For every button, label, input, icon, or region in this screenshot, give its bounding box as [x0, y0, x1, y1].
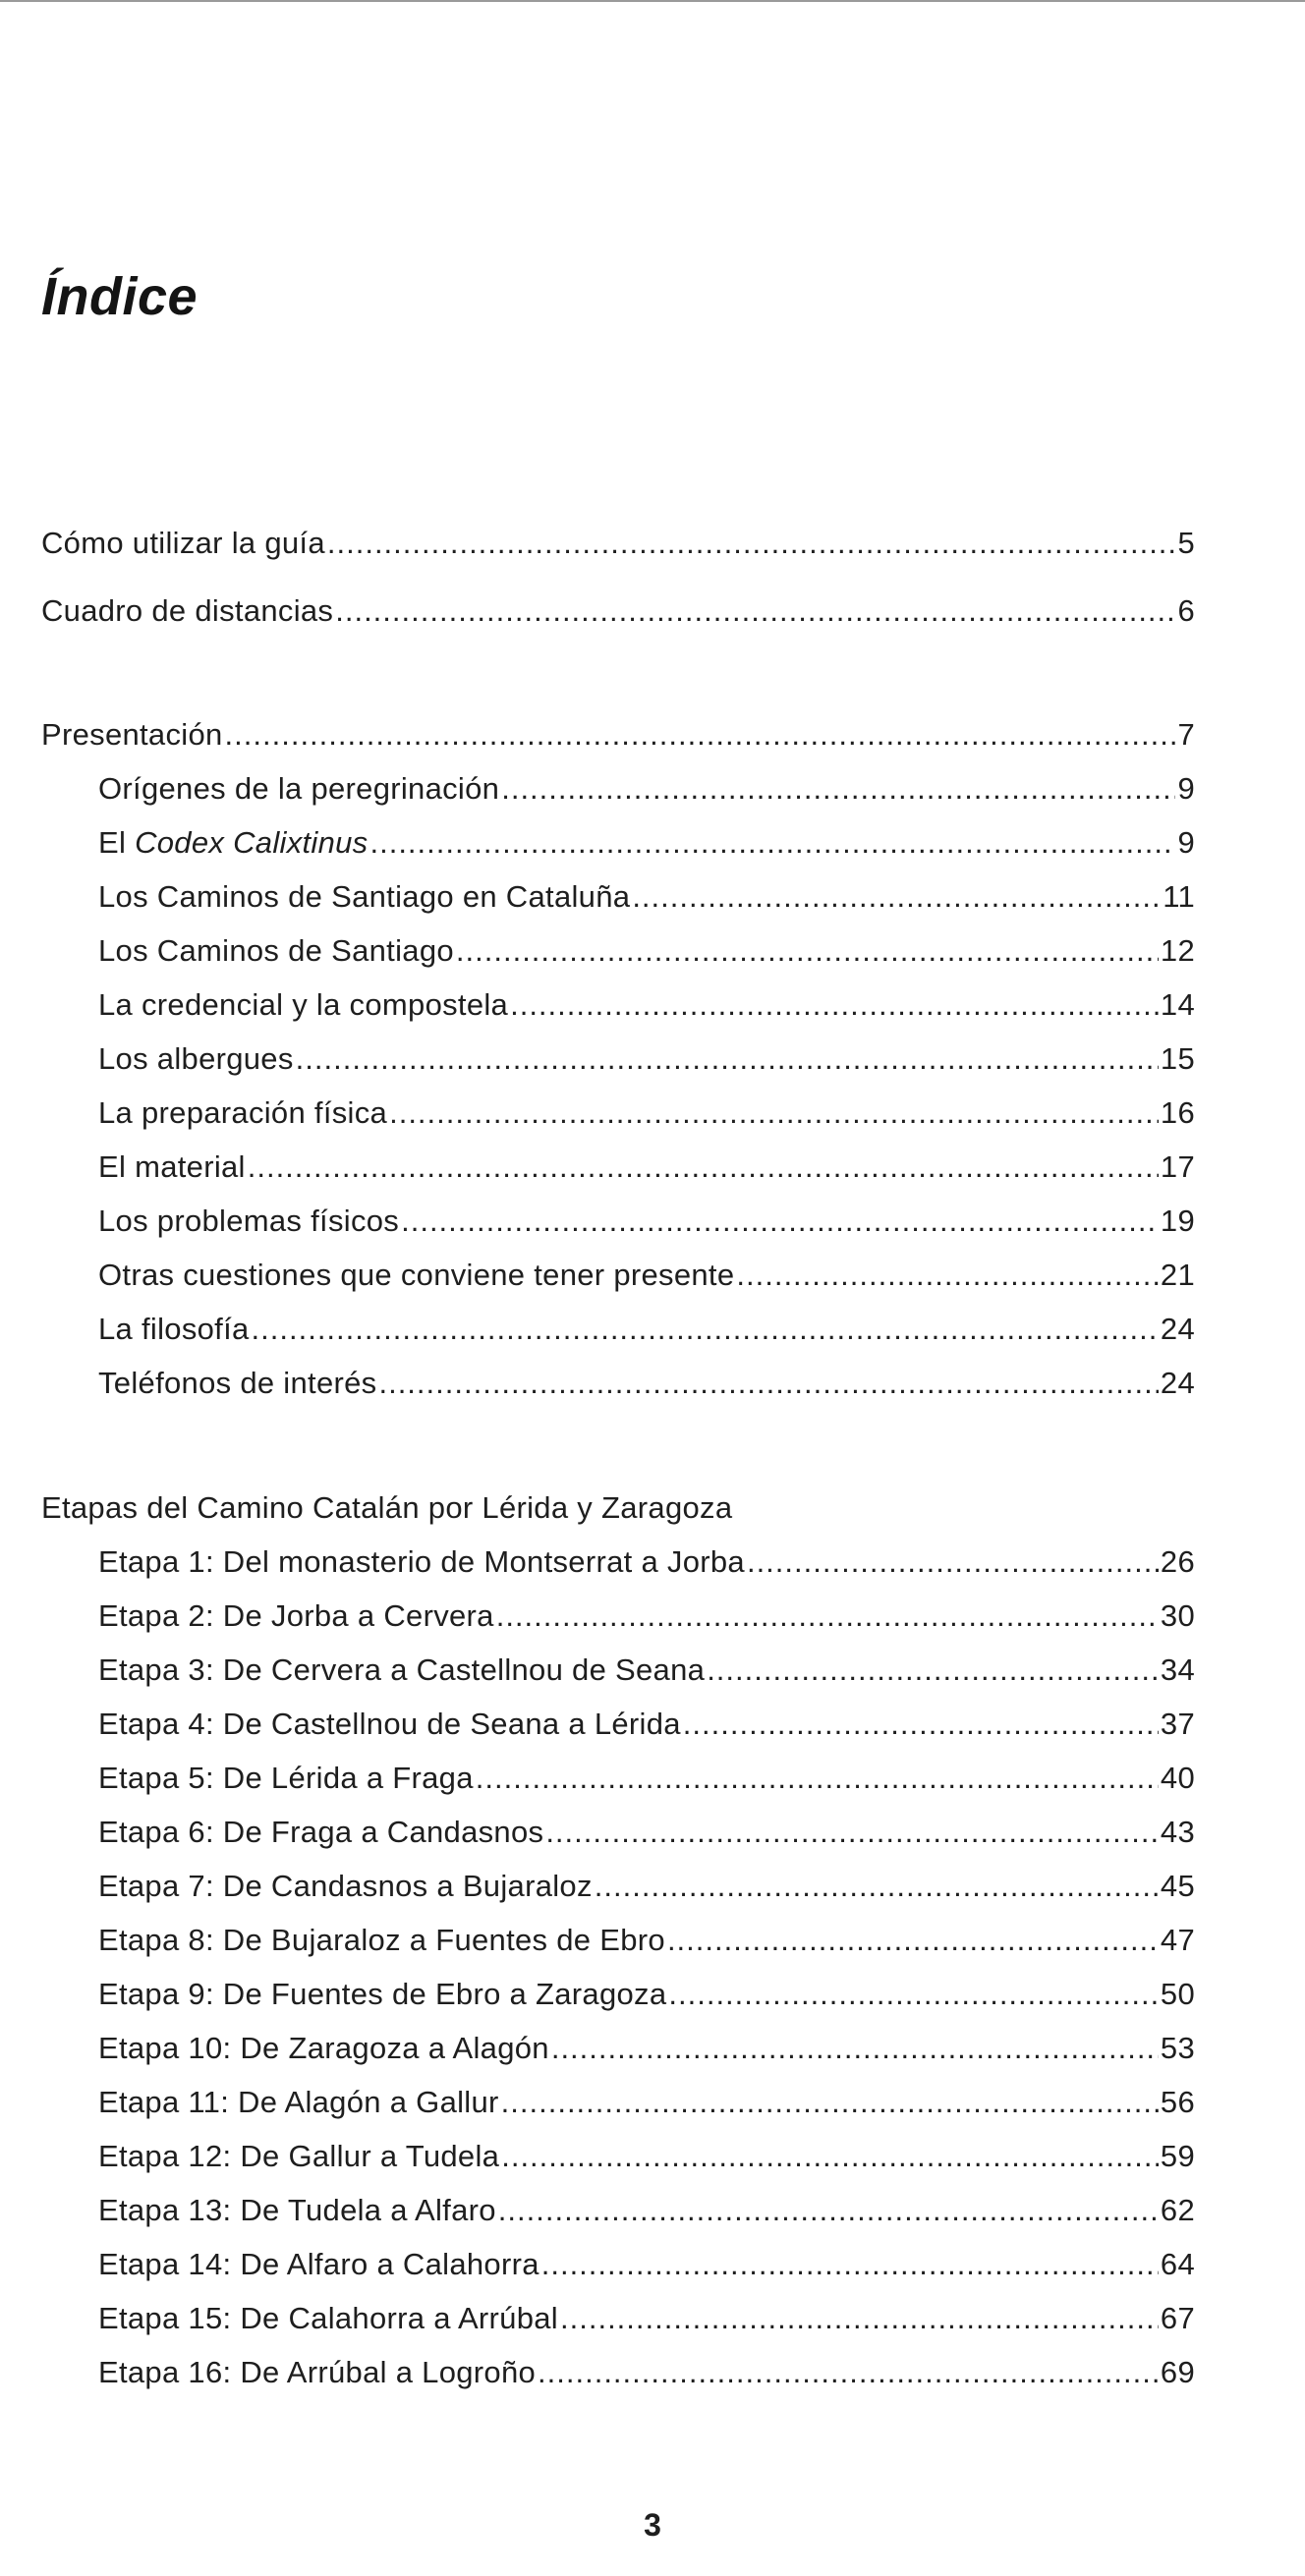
toc-entry-label: Etapa 5: De Lérida a Fraga [98, 1761, 474, 1795]
dot-leader [668, 1970, 1159, 2019]
toc-entry-label: Etapa 1: Del monasterio de Montserrat a Jorba [98, 1544, 745, 1579]
dot-leader [541, 2240, 1159, 2289]
toc-etapa-entry[interactable] [98, 1646, 1195, 1695]
dot-leader [551, 2024, 1159, 2073]
toc-entry-label-italic: Codex Calixtinus [135, 825, 369, 860]
toc-entry-page: 7 [1177, 717, 1195, 752]
toc-subentry[interactable] [98, 980, 1195, 1030]
dot-leader [496, 1592, 1159, 1641]
toc-entry-page: 6 [1177, 593, 1195, 628]
dot-leader [510, 980, 1159, 1030]
section-heading-etapas: Etapas del Camino Catalán por Lérida y Zaragoza [41, 1490, 733, 1525]
dot-leader [225, 710, 1176, 759]
toc-entry-page: 50 [1160, 1977, 1195, 2011]
toc-entry-page: 67 [1160, 2301, 1195, 2335]
toc-entry-page: 15 [1160, 1041, 1195, 1076]
toc-entry-label: Etapa 9: De Fuentes de Ebro a Zaragoza [98, 1977, 667, 2011]
toc-entry-page: 47 [1160, 1923, 1195, 1957]
toc-entry-page: 9 [1177, 825, 1195, 860]
toc-subentry[interactable] [98, 1143, 1195, 1192]
toc-entry-label: Etapa 7: De Candasnos a Bujaraloz [98, 1869, 593, 1903]
dot-leader [667, 1916, 1159, 1965]
toc-subentry[interactable] [98, 926, 1195, 976]
dot-leader [389, 1089, 1159, 1138]
toc-entry-page: 45 [1160, 1869, 1195, 1903]
toc-entry-page: 19 [1160, 1204, 1195, 1238]
toc-entry-page: 43 [1160, 1815, 1195, 1849]
dot-leader [248, 1143, 1159, 1192]
toc-entry-page: 69 [1160, 2355, 1195, 2389]
toc-entry-label: La credencial y la compostela [98, 987, 509, 1022]
toc-entry-label: Los Caminos de Santiago [98, 933, 454, 968]
toc-etapa-entry[interactable] [98, 1538, 1195, 1587]
dot-leader [501, 2078, 1159, 2127]
toc-entry-page: 21 [1160, 1258, 1195, 1292]
toc-entry-label: La preparación física [98, 1095, 388, 1130]
toc-entry-label: Etapa 11: De Alagón a Gallur [98, 2085, 499, 2119]
toc-entry-label: Etapa 15: De Calahorra a Arrúbal [98, 2301, 558, 2335]
dot-leader [545, 1808, 1159, 1857]
dot-leader [736, 1251, 1159, 1300]
toc-entry-label: Etapa 3: De Cervera a Castellnou de Seana [98, 1652, 706, 1687]
dot-leader [456, 926, 1159, 976]
toc-entry-label: Etapa 10: De Zaragoza a Alagón [98, 2031, 549, 2065]
toc-entry-page: 5 [1177, 526, 1195, 560]
toc-subentry[interactable] [98, 764, 1195, 813]
toc-entry-label: Etapa 12: De Gallur a Tudela [98, 2139, 500, 2173]
toc-etapa-entry[interactable] [98, 1754, 1195, 1803]
toc-etapa-entry[interactable] [98, 1862, 1195, 1911]
toc-entry-label: Los problemas físicos [98, 1204, 400, 1238]
dot-leader [632, 872, 1161, 922]
toc-entry-page: 53 [1160, 2031, 1195, 2065]
toc-entry-label: Los Caminos de Santiago en Cataluña [98, 879, 631, 914]
toc-etapa-entry[interactable] [98, 1808, 1195, 1857]
dot-leader [560, 2294, 1159, 2343]
toc-entry-cuadro-distancias[interactable] [41, 587, 1195, 636]
toc-etapa-entry[interactable] [98, 2240, 1195, 2289]
page-number: 3 [644, 2507, 661, 2543]
toc-entry-label: Etapa 8: De Bujaraloz a Fuentes de Ebro [98, 1923, 665, 1957]
dot-leader [501, 2132, 1159, 2181]
dot-leader [707, 1646, 1159, 1695]
toc-entry-label: La filosofía [98, 1312, 250, 1346]
dot-leader [747, 1538, 1159, 1587]
toc-entry-label: Teléfonos de interés [98, 1366, 377, 1400]
toc-etapa-entry[interactable] [98, 1700, 1195, 1749]
dot-leader [476, 1754, 1159, 1803]
toc-etapa-entry[interactable] [98, 1592, 1195, 1641]
dot-leader [401, 1197, 1159, 1246]
toc-etapa-entry[interactable] [98, 2348, 1195, 2397]
toc-subentry[interactable] [98, 1035, 1195, 1084]
dot-leader [327, 519, 1176, 568]
toc-entry-label: Etapa 16: De Arrúbal a Logroño [98, 2355, 537, 2389]
toc-entry-presentacion[interactable] [41, 710, 1195, 759]
toc-etapa-entry[interactable] [98, 2132, 1195, 2181]
toc-entry-label: El material [98, 1149, 246, 1184]
toc-entry-label: Presentación [41, 717, 223, 752]
toc-entry-page: 24 [1160, 1366, 1195, 1400]
dot-leader [335, 587, 1175, 636]
toc-entry-label: Etapa 2: De Jorba a Cervera [98, 1598, 494, 1633]
dot-leader [538, 2348, 1159, 2397]
toc-entry-label: Etapa 6: De Fraga a Candasnos [98, 1815, 544, 1849]
dot-leader [683, 1700, 1159, 1749]
toc-entry-page: 34 [1160, 1652, 1195, 1687]
toc-entry-label: Los albergues [98, 1041, 294, 1076]
toc-subentry[interactable] [98, 1197, 1195, 1246]
toc-entry-label: Etapa 13: De Tudela a Alfaro [98, 2193, 496, 2227]
dot-leader [595, 1862, 1159, 1911]
page-title: Índice [41, 267, 199, 326]
toc-entry-page: 11 [1163, 879, 1195, 914]
toc-entry-page: 37 [1160, 1707, 1195, 1741]
toc-entry-page: 59 [1160, 2139, 1195, 2173]
toc-entry-label-prefix: El [98, 825, 136, 860]
toc-entry-page: 12 [1160, 933, 1195, 968]
toc-subentry-codex[interactable] [98, 818, 1195, 868]
toc-subentry[interactable] [98, 1305, 1195, 1354]
toc-entry-page: 16 [1160, 1095, 1195, 1130]
dot-leader [369, 818, 1175, 868]
toc-etapa-entry[interactable] [98, 1970, 1195, 2019]
dot-leader [498, 2186, 1159, 2235]
toc-entry-page: 64 [1160, 2247, 1195, 2281]
toc-entry-page: 40 [1160, 1761, 1195, 1795]
toc-entry-page: 26 [1160, 1544, 1195, 1579]
toc-etapa-entry[interactable] [98, 2186, 1195, 2235]
toc-entry-label [98, 818, 368, 868]
page-edge [0, 0, 1305, 2]
toc-entry-como-utilizar[interactable] [41, 519, 1195, 568]
toc-subentry[interactable] [98, 1251, 1195, 1300]
dot-leader [296, 1035, 1159, 1084]
toc-entry-page: 24 [1160, 1312, 1195, 1346]
toc-entry-label: Otras cuestiones que conviene tener presente [98, 1258, 735, 1292]
toc-entry-label: Cómo utilizar la guía [41, 526, 325, 560]
toc-entry-page: 17 [1160, 1149, 1195, 1184]
toc-etapa-entry[interactable] [98, 2078, 1195, 2127]
toc-etapa-entry[interactable] [98, 2294, 1195, 2343]
toc-entry-page: 30 [1160, 1598, 1195, 1633]
toc-entry-label: Orígenes de la peregrinación [98, 771, 500, 806]
dot-leader [501, 764, 1175, 813]
toc-entry-page: 9 [1177, 771, 1195, 806]
dot-leader [378, 1359, 1158, 1408]
toc-etapa-entry[interactable] [98, 1916, 1195, 1965]
dot-leader [252, 1305, 1159, 1354]
toc-etapa-entry[interactable] [98, 2024, 1195, 2073]
toc-subentry[interactable] [98, 1359, 1195, 1408]
toc-entry-label: Etapa 4: De Castellnou de Seana a Lérida [98, 1707, 681, 1741]
toc-entry-label: Etapa 14: De Alfaro a Calahorra [98, 2247, 539, 2281]
toc-entry-page: 14 [1160, 987, 1195, 1022]
toc-subentry[interactable] [98, 872, 1195, 922]
toc-entry-page: 56 [1160, 2085, 1195, 2119]
toc-entry-page: 62 [1160, 2193, 1195, 2227]
toc-entry-label: Cuadro de distancias [41, 593, 334, 628]
toc-subentry[interactable] [98, 1089, 1195, 1138]
